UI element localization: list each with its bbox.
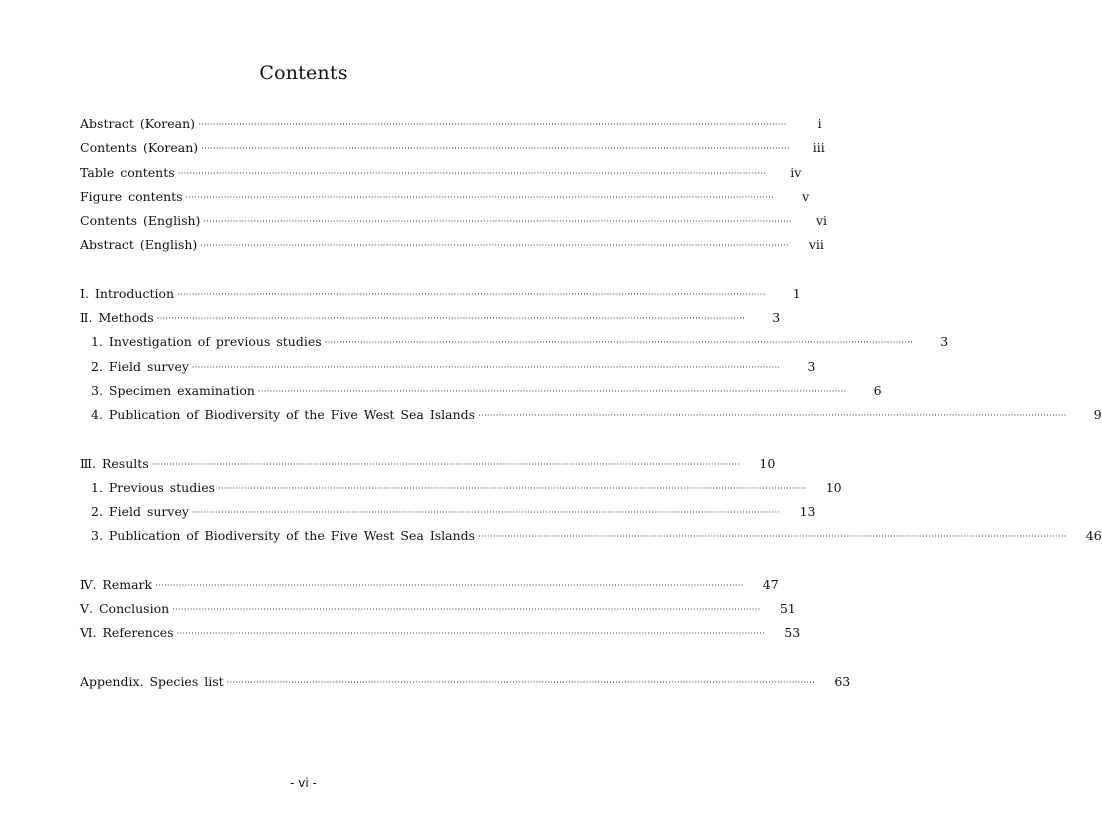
toc-entry[interactable] [80, 625, 801, 649]
toc-entry-label: 4. Publication of Biodiversity of the Five West Sea Islands [91, 407, 476, 423]
toc-entry[interactable] [80, 601, 796, 625]
toc-subentry[interactable] [80, 479, 842, 504]
toc-entry-label: 3. Specimen examination [91, 382, 255, 398]
toc-entry[interactable] [80, 116, 822, 140]
toc-entry-label: Appendix. Species list [80, 673, 224, 689]
page-number-footer: - vi - [290, 776, 317, 790]
toc-entry[interactable] [80, 213, 828, 237]
toc-entry-page: 53 [784, 625, 801, 641]
table-of-contents [80, 116, 1102, 722]
toc-entry-label: 3. Publication of Biodiversity of the Five West Sea Islands [91, 528, 476, 544]
dot-leader: ········································································································································································································ [185, 192, 775, 202]
toc-entry-label: Contents (Korean) [80, 140, 199, 156]
dot-leader: ········································································································································································································ [478, 411, 1067, 421]
toc-entry[interactable] [80, 285, 801, 310]
toc-entry-label: Ⅴ. Conclusion [80, 601, 170, 617]
dot-leader: ········································································································································································································ [203, 217, 793, 227]
toc-entry-page: 1 [792, 285, 801, 301]
dot-leader: ········································································································································································································ [155, 580, 744, 590]
dot-leader: ········································································································································································································ [218, 483, 807, 493]
toc-entry[interactable] [80, 673, 851, 698]
dot-leader: ········································································································································································································ [177, 289, 766, 299]
dot-leader: ········································································································································································································ [258, 386, 847, 396]
dot-leader: ········································································································································································································ [200, 241, 789, 251]
toc-group [80, 673, 851, 698]
toc-entry-page: 47 [762, 576, 779, 592]
dot-leader: ········································································································································································································ [478, 532, 1067, 542]
toc-entry-page: 3 [940, 334, 949, 350]
dot-leader: ········································································································································································································ [191, 362, 781, 372]
toc-entry-page: 46 [1085, 528, 1102, 544]
dot-leader: ········································································································································································································ [198, 120, 787, 129]
toc-entry-label: 1. Previous studies [91, 479, 216, 495]
toc-entry[interactable] [80, 455, 776, 480]
dot-leader: ········································································································································································································ [177, 168, 767, 178]
toc-entry-page: 10 [759, 455, 776, 471]
toc-subentry[interactable] [80, 382, 882, 407]
toc-entry[interactable] [80, 140, 825, 164]
dot-leader: ········································································································································································································ [191, 508, 781, 518]
toc-entry-label: Ⅳ. Remark [80, 576, 153, 592]
toc-entry-label: Ⅵ. References [80, 625, 174, 641]
page-title: Contents [259, 62, 348, 84]
dot-leader: ········································································································································································································ [176, 629, 766, 639]
toc-entry-page: 3 [807, 358, 816, 374]
toc-entry[interactable] [80, 576, 779, 601]
toc-entry-page: 9 [1093, 407, 1102, 423]
toc-entry-page: 51 [779, 601, 796, 617]
toc-group [80, 576, 801, 650]
toc-entry-label: Ⅱ. Methods [80, 310, 154, 326]
toc-entry[interactable] [80, 310, 781, 334]
dot-leader: ········································································································································································································ [226, 677, 816, 687]
toc-entry-label: Table contents [80, 164, 175, 180]
dot-leader: ········································································································································································································ [151, 459, 741, 469]
toc-entry-page: vi [815, 213, 828, 229]
toc-entry-page: i [817, 116, 822, 131]
toc-entry-label: Abstract (English) [80, 237, 198, 253]
toc-subentry[interactable] [80, 528, 1102, 552]
toc-group [80, 285, 1102, 432]
toc-entry-label: Contents (English) [80, 213, 201, 229]
toc-entry-label: 2. Field survey [91, 504, 189, 520]
toc-entry-page: 63 [834, 673, 851, 689]
dot-leader: ········································································································································································································ [324, 338, 914, 348]
toc-entry-label: Ⅲ. Results [80, 455, 149, 471]
toc-entry-page: iii [812, 140, 825, 156]
toc-entry-label: Abstract (Korean) [80, 116, 196, 131]
dot-leader: ········································································································································································································ [201, 144, 790, 154]
toc-subentry[interactable] [80, 407, 1102, 431]
toc-entry-page: vii [808, 237, 824, 253]
toc-entry[interactable] [80, 164, 802, 189]
toc-subentry[interactable] [80, 358, 816, 383]
toc-entry-label: Figure contents [80, 188, 183, 204]
toc-subentry[interactable] [80, 504, 816, 528]
toc-entry-page: v [802, 188, 810, 204]
toc-entry-page: 10 [825, 479, 842, 495]
toc-entry-page: 6 [873, 382, 882, 398]
toc-entry-page: 13 [799, 504, 816, 520]
dot-leader: ········································································································································································································ [156, 314, 746, 324]
toc-group [80, 455, 1102, 553]
toc-entry-label: 2. Field survey [91, 358, 189, 374]
dot-leader: ········································································································································································································ [172, 605, 761, 615]
toc-entry-label: 1. Investigation of previous studies [91, 334, 322, 350]
toc-group [80, 116, 828, 262]
toc-subentry[interactable] [80, 334, 949, 358]
toc-entry-page: 3 [772, 310, 781, 326]
toc-entry[interactable] [80, 188, 810, 213]
toc-entry-page: iv [790, 164, 802, 180]
toc-entry-label: Ⅰ. Introduction [80, 285, 175, 301]
toc-entry[interactable] [80, 237, 824, 261]
